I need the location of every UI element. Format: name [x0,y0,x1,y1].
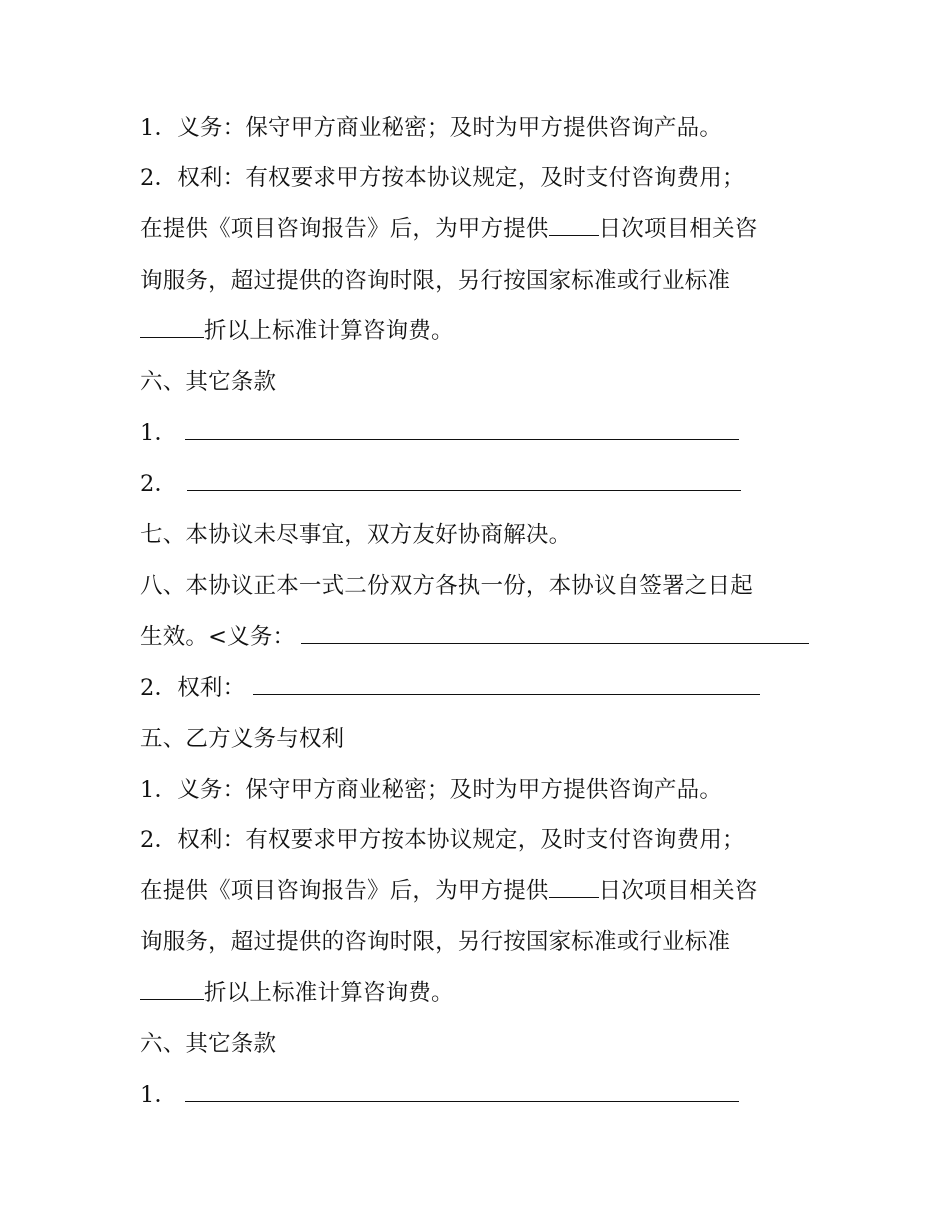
text-line [140,668,760,708]
text-segment: 1． [140,420,178,446]
text-line: 1．义务：保守甲方商业秘密；及时为甲方提供咨询产品。 [140,115,723,141]
text-line [140,871,758,911]
section-heading: 六、其它条款 [140,369,277,395]
text-segment: 日次项目相关咨 [598,878,758,904]
section-heading: 八、本协议正本一式二份双方各执一份，本协议自签署之日起 [140,573,753,599]
text-line: 2．权利：有权要求甲方按本协议规定，及时支付咨询费用； [140,827,745,853]
fill-in-blank [140,311,204,338]
text-line [140,464,741,504]
text-segment: 在提供《项目咨询报告》后，为甲方提供 [140,878,549,904]
section-heading: 七、本协议未尽事宜，双方友好协商解决。 [140,522,572,548]
text-line [140,1075,739,1115]
fill-in-blank [549,209,599,236]
text-line: 2．权利：有权要求甲方按本协议规定，及时支付咨询费用； [140,165,745,191]
text-segment: 2． [140,471,178,497]
text-line [140,617,809,657]
text-segment: 生效。<义务： [140,624,296,650]
fill-in-blank [185,413,739,440]
text-line: 1．义务：保守甲方商业秘密；及时为甲方提供咨询产品。 [140,777,723,803]
text-segment: 日次项目相关咨 [598,216,758,242]
fill-in-blank [185,1075,739,1102]
fill-in-blank [253,668,760,695]
fill-in-blank [187,464,741,491]
text-segment: 折以上标准计算咨询费。 [204,980,454,1006]
text-line [140,209,758,249]
text-line: 询服务，超过提供的咨询时限，另行按国家标准或行业标准 [140,268,731,294]
text-line: 询服务，超过提供的咨询时限，另行按国家标准或行业标准 [140,929,731,955]
text-line [140,973,454,1013]
section-heading: 六、其它条款 [140,1031,277,1057]
text-line [140,311,454,351]
fill-in-blank [301,617,809,644]
text-segment: 2．权利： [140,675,246,701]
text-line [140,413,739,453]
fill-in-blank [549,871,599,898]
text-segment: 折以上标准计算咨询费。 [204,318,454,344]
text-segment: 1． [140,1082,178,1108]
fill-in-blank [140,973,204,1000]
section-heading: 五、乙方义务与权利 [140,726,345,752]
text-segment: 在提供《项目咨询报告》后，为甲方提供 [140,216,549,242]
